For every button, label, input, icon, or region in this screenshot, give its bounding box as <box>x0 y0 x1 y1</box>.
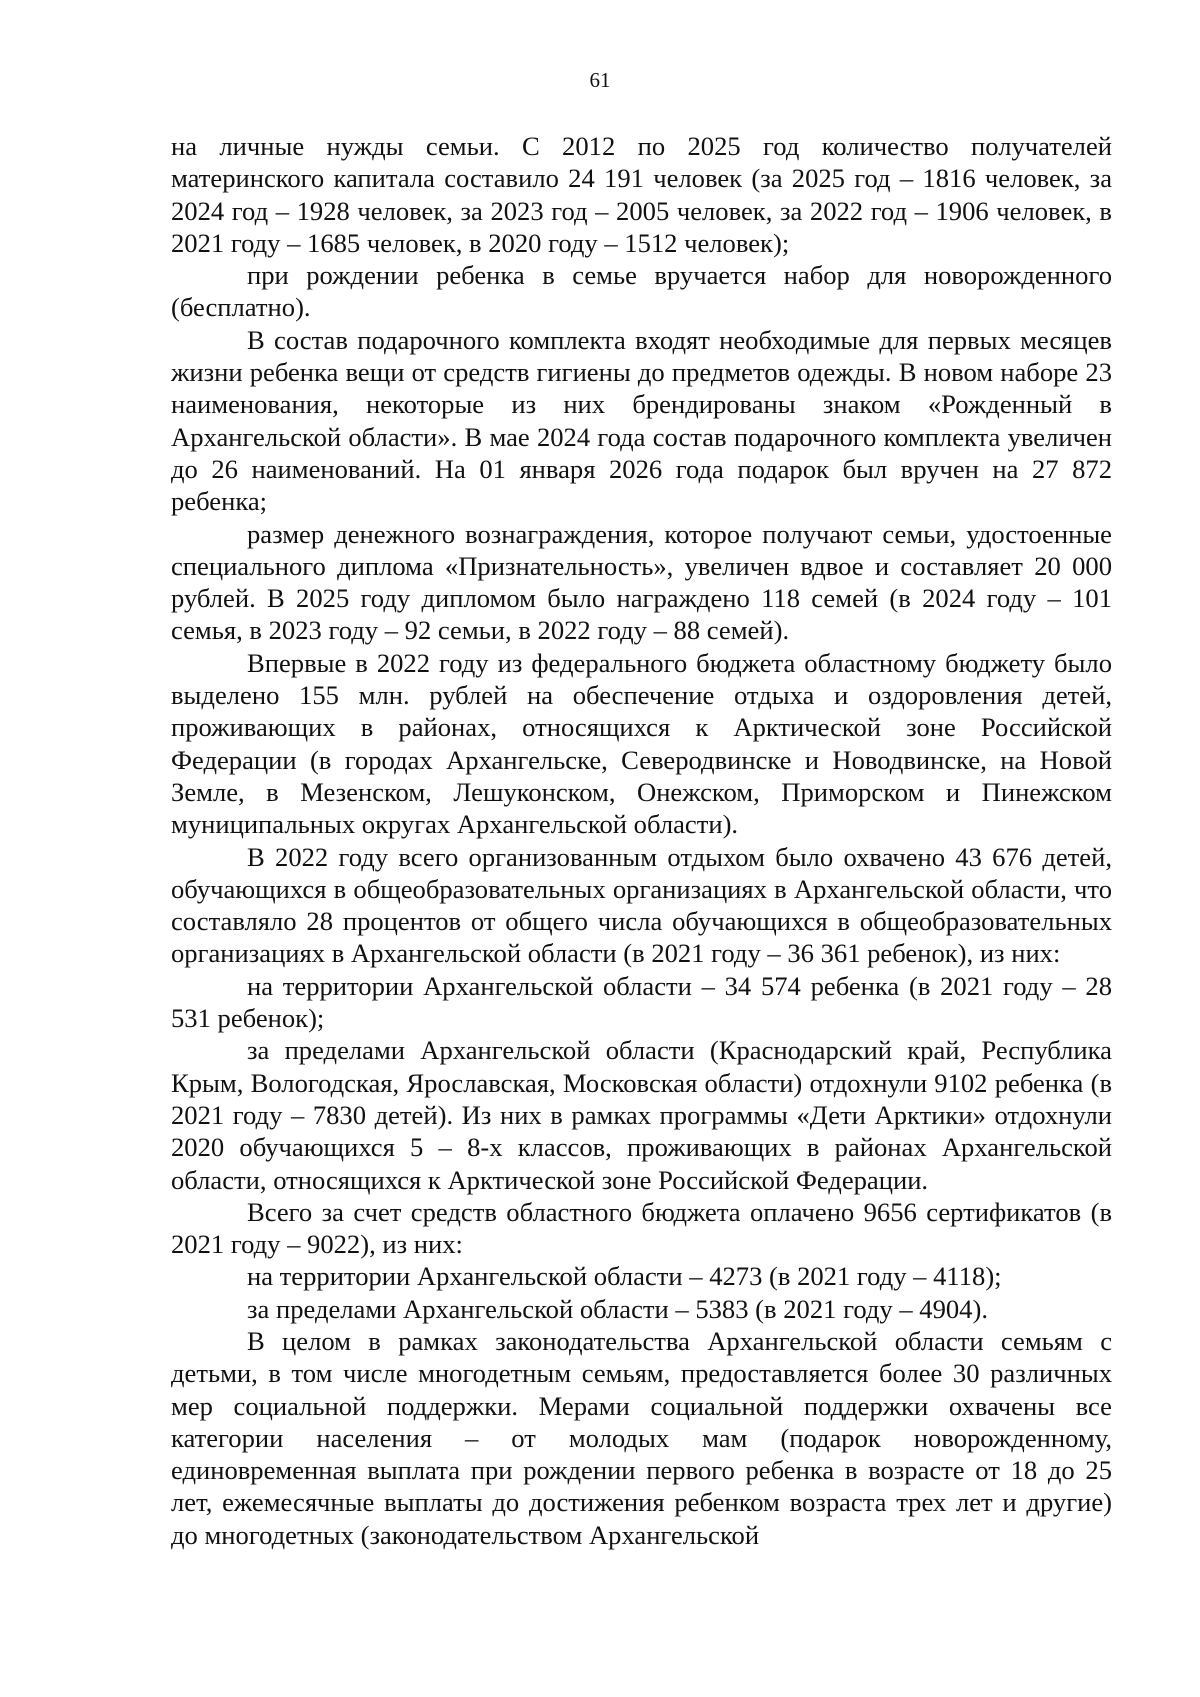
paragraph-gratitude-diploma: размер денежного вознаграждения, которое получают семьи, удостоенные специального диплома «Признательность», увеличен вдвое и составляет 20 000 рублей. В 2025 году дипломом было награждено 118 семей (в 2024 году – 101 семья, в 2023 году – 92 семьи, в 2022 году – 88 семей). <box>171 518 1112 646</box>
paragraph-maternity-capital: на личные нужды семьи. С 2012 по 2025 год количество получателей материнского капитала составило 24 191 человек (за 2025 год – 1816 человек, за 2024 год – 1928 человек, за 2023 год – 2005 человек, за 2022 год – 1906 человек, в 2021 году – 1685 человек, в 2020 году – 1512 человек); <box>171 131 1112 258</box>
paragraph-gift-set-contents: В состав подарочного комплекта входят необходимые для первых месяцев жизни ребенка вещи от средств гигиены до предметов одежды. В новом наборе 23 наименования, некоторые из них брендированы знаком «Рожденный в Архангельской области». В мае 2024 года состав подарочного комплекта увеличен до 26 наименований. На 01 января 2026 года подарок был вручен на 27 872 ребенка; <box>171 324 1112 517</box>
paragraph-certificates-total: Всего за счет средств областного бюджета оплачено 9656 сертификатов (в 2021 году – 9022), из них: <box>171 1196 1112 1260</box>
page-number: 61 <box>589 68 611 92</box>
paragraph-certificates-in-region: на территории Архангельской области – 4273 (в 2021 году – 4118); <box>247 1261 1002 1292</box>
paragraph-recreation-outside-region: за пределами Архангельской области (Краснодарский край, Республика Крым, Вологодская, Ярославская, Московская области) отдохнули 9102 ребенка (в 2021 году – 7830 детей). Из них в рамках программы «Дети Арктики» отдохнули 2020 обучающихся 5 – 8-х классов, проживающих в районах Архангельской области, относящихся к Арктической зоне Российской Федерации. <box>171 1035 1112 1195</box>
paragraph-recreation-in-region: на территории Архангельской области – 34 574 ребенка (в 2021 году – 28 531 ребенок); <box>171 970 1112 1034</box>
document-body <box>171 130 1112 1551</box>
paragraph-certificates-outside-region: за пределами Архангельской области – 5383 (в 2021 году – 4904). <box>247 1293 988 1324</box>
paragraph-federal-funding: Впервые в 2022 году из федерального бюджета областному бюджету было выделено 155 млн. рублей на обеспечение отдыха и оздоровления детей, проживающих в районах, относящихся к Арктической зоне Российской Федерации (в городах Архангельске, Северодвинске и Новодвинске, на Новой Земле, в Мезенском, Лешуконском, Онежском, Приморском и Пинежском муниципальных округах Архангельской области). <box>171 647 1112 840</box>
paragraph-newborn-kit: при рождении ребенка в семье вручается набор для новорожденного (бесплатно). <box>171 260 1112 323</box>
paragraph-organized-recreation: В 2022 году всего организованным отдыхом было охвачено 43 676 детей, обучающихся в общеобразовательных организациях в Архангельской области, что составляло 28 процентов от общего числа обучающихся в общеобразовательных организациях в Архангельской области (в 2021 году – 36 361 ребенок), из них: <box>171 841 1112 969</box>
paragraph-social-support-measures: В целом в рамках законодательства Архангельской области семьям с детьми, в том числе многодетным семьям, предоставляется более 30 различных мер социальной поддержки. Мерами социальной поддержки охвачены все категории населения – от молодых мам (подарок новорожденному, единовременная выплата при рождении первого ребенка в возрасте от 18 до 25 лет, ежемесячные выплаты до достижения ребенком возраста трех лет и другие) до многодетных (законодательством Архангельской <box>171 1325 1112 1550</box>
